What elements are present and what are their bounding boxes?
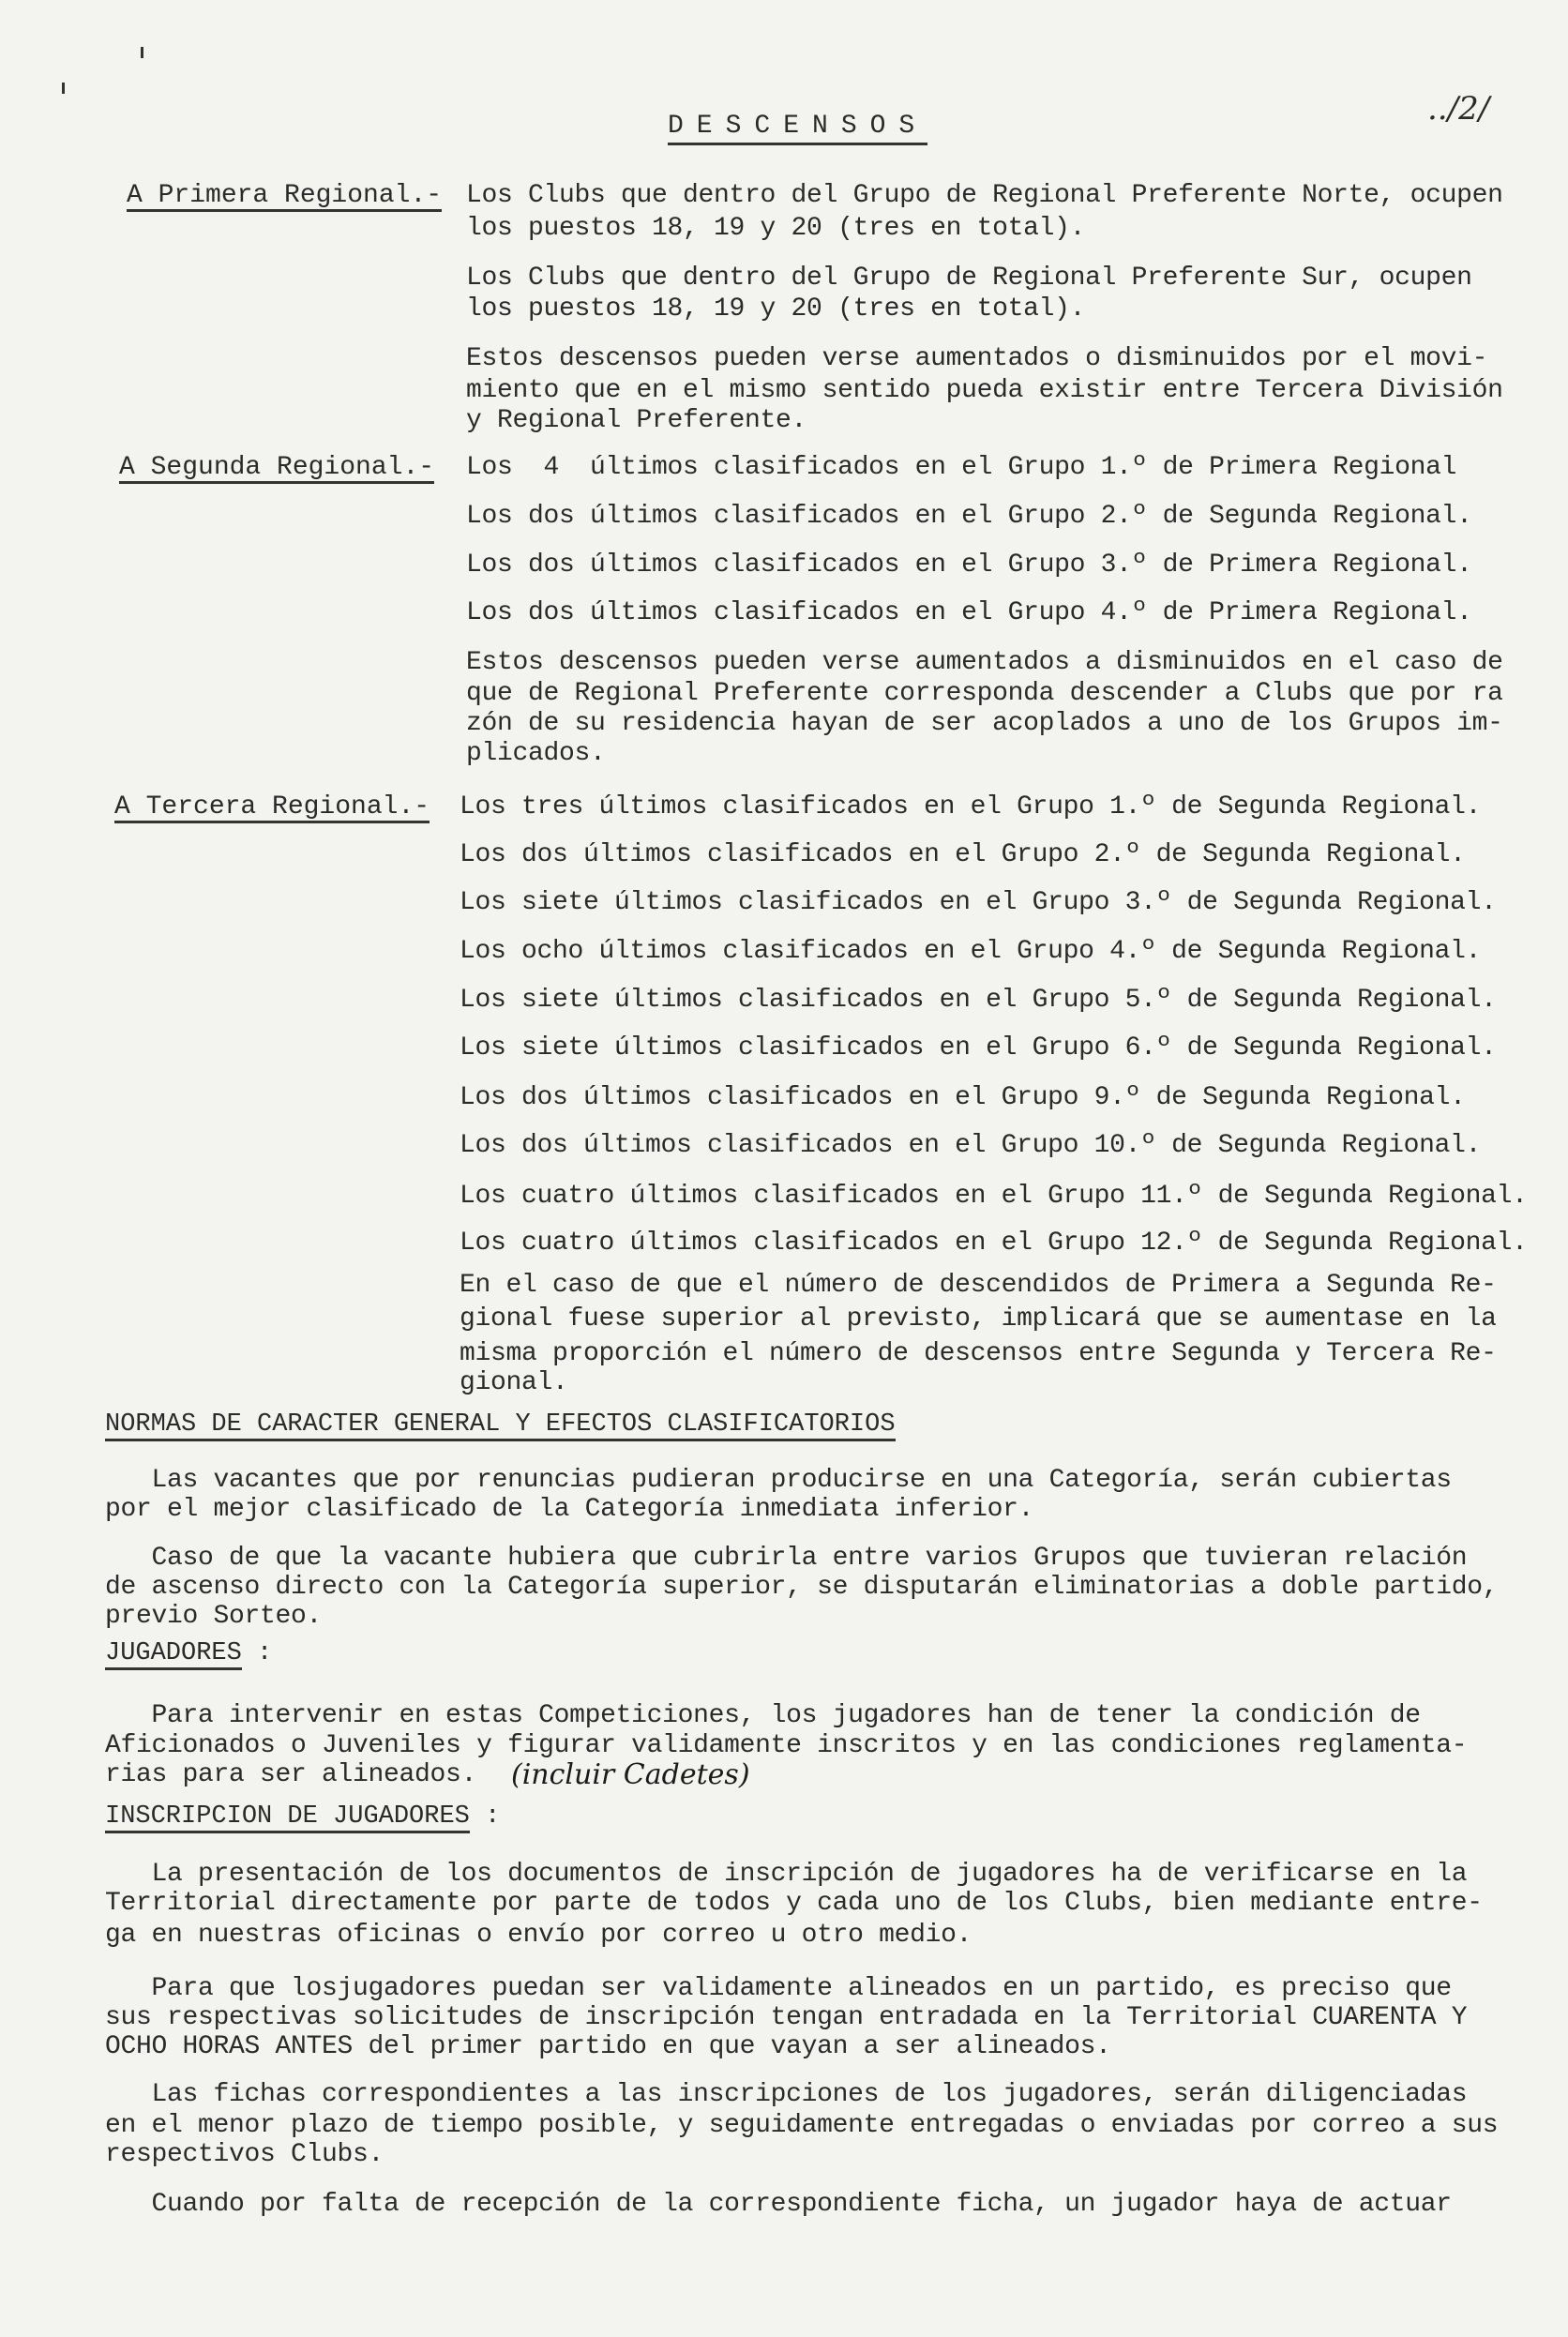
text-line: los puestos 18, 19 y 20 (tres en total). <box>466 294 1086 324</box>
text-line: sus respectivas solicitudes de inscripción tengan entradada en la Territorial CUARENTA Y <box>105 2003 1468 2032</box>
text-line: Territorial directamente por parte de todos y cada uno de los Clubs, bien mediante entre- <box>105 1889 1483 1918</box>
text-line: Los siete últimos clasificados en el Grupo 6.º de Segunda Regional. <box>460 1033 1497 1063</box>
text-line: Los cuatro últimos clasificados en el Grupo 12.º de Segunda Regional. <box>460 1229 1528 1258</box>
text-line: y Regional Preferente. <box>466 406 807 435</box>
section-label: A Segunda Regional.- <box>119 453 435 482</box>
handwritten-note: (incluir Cadetes) <box>511 1758 750 1791</box>
text-line: Los dos últimos clasificados en el Grupo 3.º de Primera Regional. <box>466 550 1472 580</box>
text-line: Aficionados o Juveniles y figurar validamente inscritos y en las condiciones reglamenta- <box>105 1731 1468 1760</box>
text-line: Las vacantes que por renuncias pudieran producirse en una Categoría, serán cubiertas <box>105 1466 1452 1495</box>
text-line: miento que en el mismo sentido pueda existir entre Tercera División <box>466 376 1503 405</box>
page-title: DESCENSOS <box>668 111 927 145</box>
text-line: Los dos últimos clasificados en el Grupo 10.º de Segunda Regional. <box>460 1131 1482 1160</box>
text-line: gional fuese superior al previsto, implicará que se aumentase en la <box>460 1304 1497 1334</box>
heading-text: JUGADORES <box>105 1639 242 1670</box>
text-line: misma proporción el número de descensos entre Segunda y Tercera Re- <box>460 1339 1497 1368</box>
section-heading <box>105 1640 272 1666</box>
text-line: que de Regional Preferente corresponda descender a Clubs que por ra <box>466 679 1503 708</box>
text-line: Los cuatro últimos clasificados en el Grupo 11.º de Segunda Regional. <box>460 1182 1528 1211</box>
text-line: plicados. <box>466 739 606 768</box>
text-line: La presentación de los documentos de inscripción de jugadores ha de verificarse en la <box>105 1860 1468 1889</box>
text-line: Estos descensos pueden verse aumentados a disminuidos en el caso de <box>466 648 1503 677</box>
text-line: previo Sorteo. <box>105 1602 323 1631</box>
text-line: Para intervenir en estas Competiciones, los jugadores han de tener la condición de <box>105 1701 1421 1730</box>
section-heading <box>105 1803 500 1830</box>
page-number: ../2/ <box>1427 90 1490 128</box>
heading-suffix: : <box>241 1639 273 1667</box>
text-line: gional. <box>460 1368 568 1397</box>
text-line: Cuando por falta de recepción de la correspondiente ficha, un jugador haya de actuar <box>105 2190 1452 2219</box>
text-line: Los dos últimos clasificados en el Grupo 2.º de Segunda Regional. <box>466 502 1472 531</box>
text-line: respectivos Clubs. <box>105 2140 384 2169</box>
text-line: Los siete últimos clasificados en el Grupo 5.º de Segunda Regional. <box>460 986 1497 1015</box>
text-line: Los ocho últimos clasificados en el Grupo 4.º de Segunda Regional. <box>460 937 1482 966</box>
text-line: por el mejor clasificado de la Categoría inmediata inferior. <box>105 1495 1034 1524</box>
heading-suffix: : <box>469 1802 501 1831</box>
text-line: zón de su residencia hayan de ser acoplados a uno de los Grupos im- <box>466 709 1503 738</box>
text-line: OCHO HORAS ANTES del primer partido en que vayan a ser alineados. <box>105 2032 1111 2061</box>
text-line: los puestos 18, 19 y 20 (tres en total). <box>466 214 1086 243</box>
text-line: Los 4 últimos clasificados en el Grupo 1.º de Primera Regional <box>466 453 1457 482</box>
text-line: ga en nuestras oficinas o envío por correo u otro medio. <box>105 1921 972 1950</box>
text-line: Para que losjugadores puedan ser validamente alineados en un partido, es preciso que <box>105 1974 1452 2003</box>
text-line: rias para ser alineados. <box>105 1760 477 1789</box>
text-line: Los siete últimos clasificados en el Grupo 3.º de Segunda Regional. <box>460 888 1497 917</box>
text-line: Estos descensos pueden verse aumentados o disminuidos por el movi- <box>466 344 1488 373</box>
text-line: En el caso de que el número de descendidos de Primera a Segunda Re- <box>460 1271 1497 1300</box>
text-line: Los dos últimos clasificados en el Grupo 4.º de Primera Regional. <box>466 598 1472 627</box>
text-line: Caso de que la vacante hubiera que cubrirla entre varios Grupos que tuvieran relación <box>105 1544 1468 1573</box>
text-line: Los dos últimos clasificados en el Grupo 2.º de Segunda Regional. <box>460 840 1466 869</box>
text-line: en el menor plazo de tiempo posible, y seguidamente entregadas o enviadas por correo a sus <box>105 2111 1499 2140</box>
heading-text: NORMAS DE CARACTER GENERAL Y EFECTOS CLASIFICATORIOS <box>105 1410 896 1441</box>
margin-mark <box>62 83 65 94</box>
section-label: A Primera Regional.- <box>127 181 443 210</box>
text-line: Los Clubs que dentro del Grupo de Regional Preferente Sur, ocupen <box>466 264 1472 293</box>
text-line: Los tres últimos clasificados en el Grupo 1.º de Segunda Regional. <box>460 792 1482 822</box>
section-heading <box>105 1411 896 1438</box>
margin-mark <box>141 47 143 58</box>
heading-text: INSCRIPCION DE JUGADORES <box>105 1802 470 1833</box>
text-line: Los dos últimos clasificados en el Grupo 9.º de Segunda Regional. <box>460 1083 1466 1112</box>
text-line: Las fichas correspondientes a las inscripciones de los jugadores, serán diligenciadas <box>105 2080 1468 2109</box>
text-line: de ascenso directo con la Categoría superior, se disputarán eliminatorias a doble partido, <box>105 1573 1499 1602</box>
section-label: A Tercera Regional.- <box>114 792 430 822</box>
text-line: Los Clubs que dentro del Grupo de Regional Preferente Norte, ocupen <box>466 181 1503 210</box>
